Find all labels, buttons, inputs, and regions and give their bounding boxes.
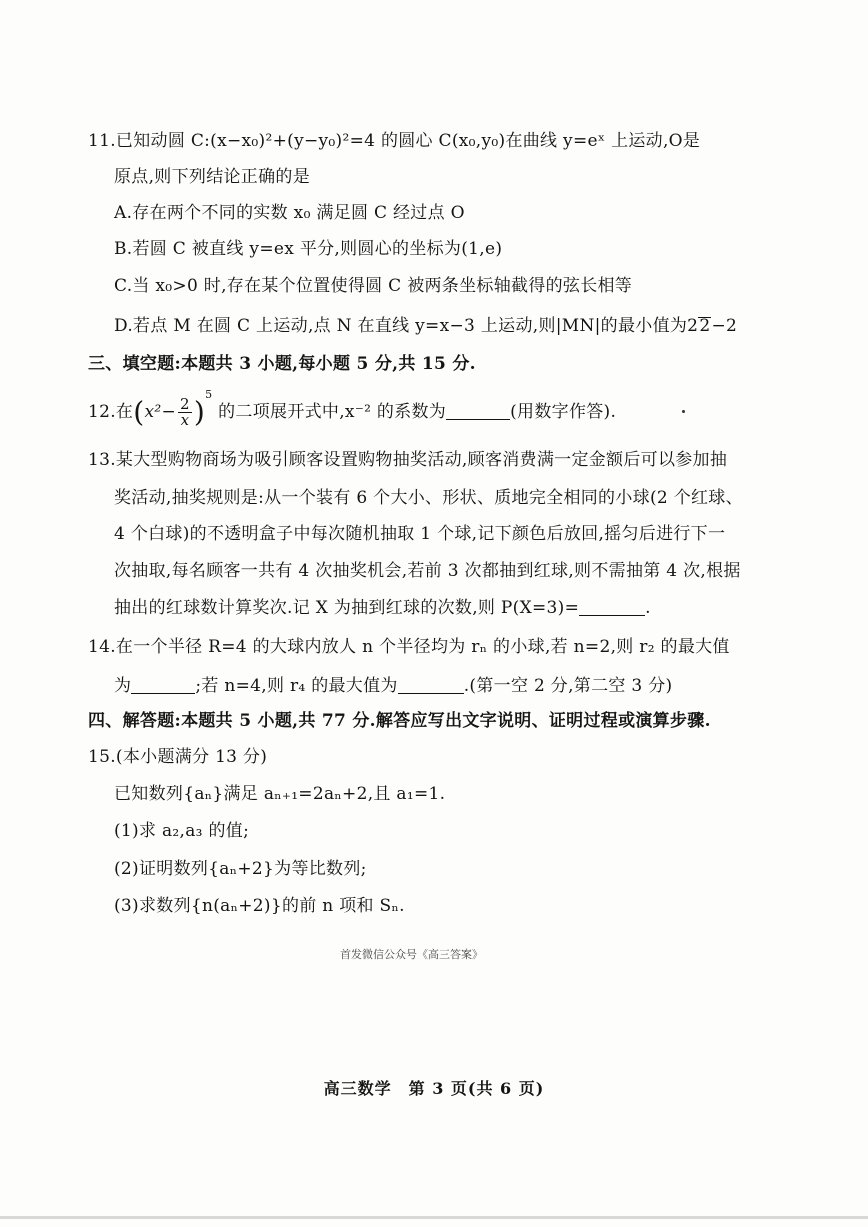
right-paren: ) [193,395,206,429]
q11-option-d-tail: −2 [711,316,738,336]
q11-option-c: C.当 x₀>0 时,存在某个位置使得圆 C 被两条坐标轴截得的弦长相等 [114,276,633,296]
q14-line1: 14.在一个半径 R=4 的大球内放人 n 个半径均为 rₙ 的小球,若 n=2,则 r₂ 的最大值 [88,637,730,657]
q12-prefix: 12.在 [88,402,134,422]
scan-edge [0,1216,868,1219]
q14-line2-middle: ;若 n=4,则 r₄ 的最大值为 [195,676,398,696]
q12-middle: 的二项展开式中,x⁻² 的系数为 [212,402,447,422]
q15-header: 15.(本小题满分 13 分) [88,747,268,767]
q15-part1: (1)求 a₂,a₃ 的值; [114,821,250,841]
sqrt-radicand: 2 [699,316,711,336]
q11-option-a: A.存在两个不同的实数 x₀ 满足圆 C 经过点 O [114,203,465,223]
q11-option-d-text: D.若点 M 在圆 C 上运动,点 N 在直线 y=x−3 上运动,则|MN|的最小值为2 [114,316,699,336]
q13-line1: 13.某大型购物商场为吸引顾客设置购物抽奖活动,顾客消费满一定金额后可以参加抽 [88,450,728,470]
q14-answer-blank-1[interactable] [131,675,195,694]
q14-line2-tail: .(第一空 2 分,第二空 3 分) [463,676,673,696]
section-3-heading: 三、填空题:本题共 3 小题,每小题 5 分,共 15 分. [88,354,476,374]
q12-answer-blank[interactable] [446,401,510,420]
q13-line5-text: 抽出的红球数计算奖次.记 X 为抽到红球的次数,则 P(X=3)= [114,598,580,618]
q13-answer-blank[interactable] [579,597,645,616]
q11-line2: 原点,则下列结论正确的是 [114,167,311,187]
q15-stem: 已知数列{aₙ}满足 aₙ₊₁=2aₙ+2,且 a₁=1. [114,784,446,804]
page-footer: 高三数学 第 3 页(共 6 页) [323,1079,545,1098]
q14-answer-blank-2[interactable] [398,675,464,694]
q12-exponent: 5 [205,388,213,402]
q11-line1: 11.已知动圆 C:(x−x₀)²+(y−y₀)²=4 的圆心 C(x₀,y₀)在曲线 y=eˣ 上运动,O是 [88,131,701,151]
q11-option-b: B.若圆 C 被直线 y=ex 平分,则圆心的坐标为(1,e) [114,239,503,259]
q12-line [88,388,617,429]
q14-line2-prefix: 为 [114,676,132,696]
left-paren: ( [133,395,145,429]
watermark-text: 首发微信公众号《高三答案》 [340,948,483,961]
q15-part2: (2)证明数列{aₙ+2}为等比数列; [114,859,367,879]
section-4-heading: 四、解答题:本题共 5 小题,共 77 分.解答应写出文字说明、证明过程或演算步骤. [88,711,711,731]
q14-line2 [114,674,672,698]
q13-line4: 次抽取,每名顾客一共有 4 次抽奖机会,若前 3 次都抽到红球,则不需抽第 4 次,根据 [114,561,741,581]
q12-base: x²− [144,402,177,422]
q13-line2: 奖活动,抽奖规则是:从一个装有 6 个大小、形状、质地完全相同的小球(2 个红球、 [114,488,743,508]
q13-line5-end: . [645,598,651,618]
q15-part3: (3)求数列{n(aₙ+2)}的前 n 项和 Sₙ. [114,896,405,916]
q13-line5 [114,596,651,620]
q12-tail: (用数字作答). [510,402,617,422]
q11-option-d [114,314,737,338]
frac-numerator: 2 [180,395,190,413]
frac-denominator: x [180,411,190,429]
q12-fraction [178,397,192,428]
stray-dot [682,410,685,413]
q13-line3: 4 个白球)的不透明盒子中每次随机抽取 1 个球,记下颜色后放回,摇匀后进行下一 [114,524,726,544]
